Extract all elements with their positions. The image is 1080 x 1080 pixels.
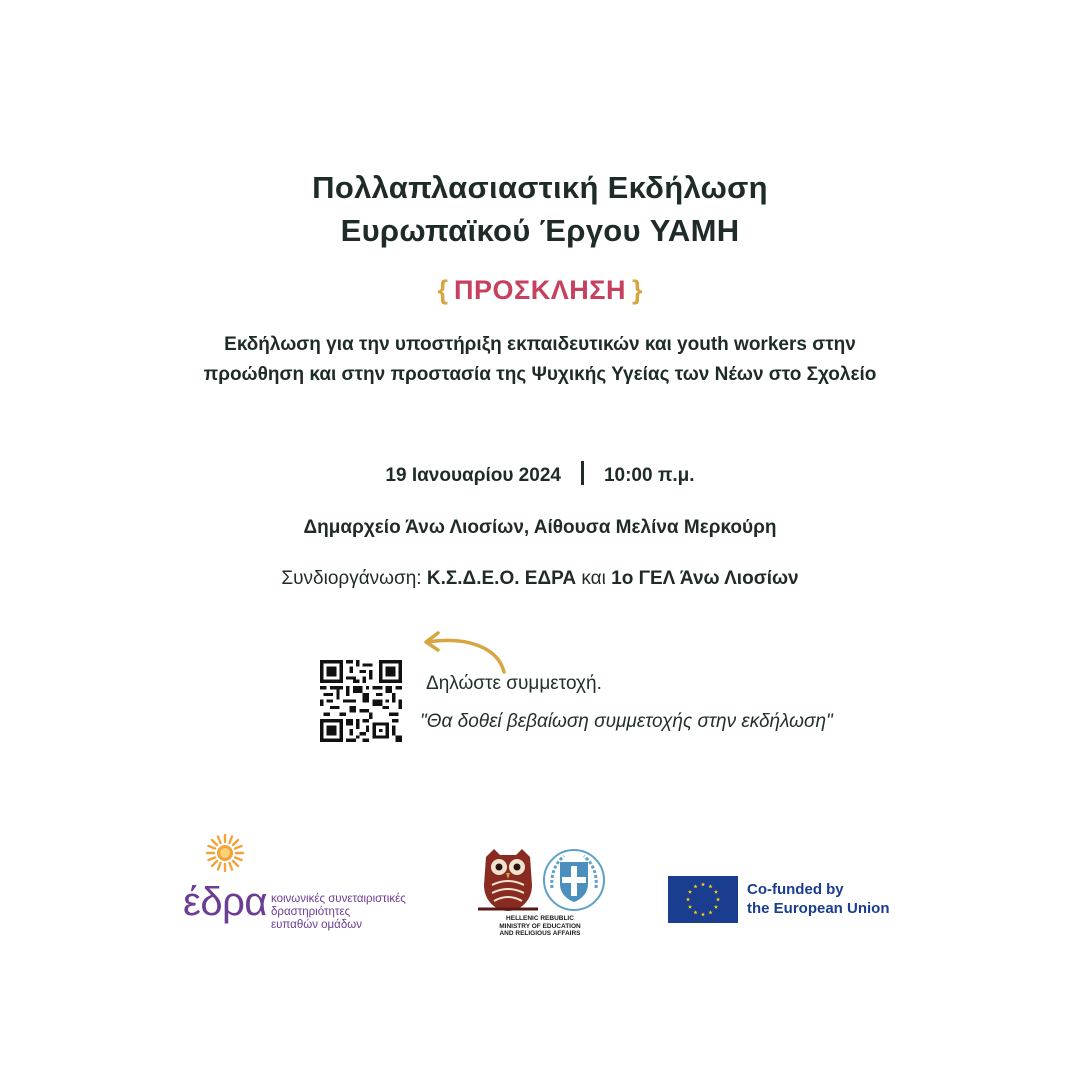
- separator: [581, 461, 584, 485]
- ministry-caption: [470, 915, 610, 938]
- declare-participation-text: Δηλώστε συμμετοχή.: [426, 673, 602, 694]
- event-time: 10:00 π.μ.: [603, 465, 695, 486]
- edra-tagline: [271, 893, 406, 932]
- subtitle-line1: Εκδήλωση για την υποστήριξη εκπαιδευτικών και youth workers στην: [224, 334, 856, 355]
- event-title-line1: Πολλαπλασιαστική Εκδήλωση: [312, 170, 768, 205]
- eu-line1: Co-funded by: [747, 881, 844, 898]
- coorg-and: και: [581, 568, 606, 589]
- ministry-line2: MINISTRY OF EDUCATION: [499, 922, 581, 930]
- edra-tagline-line1: κοινωνικές συνεταιριστικές: [271, 893, 406, 905]
- subtitle-line2: προώθηση και στην προστασία της Ψυχικής Υγείας των Νέων στο Σχολείο: [203, 364, 877, 385]
- edra-logo-word: έδρα: [183, 880, 267, 924]
- greek-emblem-icon: [542, 848, 606, 912]
- coorg-prefix: Συνδιοργάνωση:: [281, 568, 422, 589]
- invitation-heading: [0, 270, 1080, 310]
- event-venue: Δημαρχείο Άνω Λιοσίων, Αίθουσα Μελίνα Μερκούρη: [303, 517, 777, 538]
- qr-code-icon[interactable]: [320, 660, 402, 742]
- invitation-label: ΠΡΟΣΚΛΗΣΗ: [454, 275, 626, 305]
- eu-cofunded-text: [747, 880, 890, 918]
- edra-tagline-line3: ευπαθών ομάδων: [271, 919, 362, 931]
- event-date: 19 Ιανουαρίου 2024: [385, 465, 561, 486]
- edra-tagline-line2: δραστηριότητες: [271, 906, 351, 918]
- coorg-org2: 1ο ΓΕΛ Άνω Λιοσίων: [611, 568, 799, 589]
- co-organization: [0, 565, 1080, 593]
- event-title-line2: Ευρωπαϊκού Έργου YAMH: [340, 213, 740, 248]
- owl-icon: [476, 845, 540, 915]
- coorg-org1: Κ.Σ.Δ.Ε.Ο. ΕΔΡΑ: [426, 568, 577, 589]
- certificate-note: "Θα δοθεί βεβαίωση συμμετοχής στην εκδήλωση": [420, 711, 833, 732]
- ministry-line3: AND RELIGIOUS AFFAIRS: [499, 930, 581, 937]
- eu-line2: the European Union: [747, 900, 890, 917]
- sun-icon: [205, 833, 245, 873]
- event-datetime: [0, 461, 1080, 490]
- open-brace: {: [437, 275, 449, 305]
- close-brace: }: [631, 275, 643, 305]
- eu-flag-icon: [668, 876, 738, 923]
- ministry-line1: HELLENIC REBUBLIC: [506, 915, 574, 922]
